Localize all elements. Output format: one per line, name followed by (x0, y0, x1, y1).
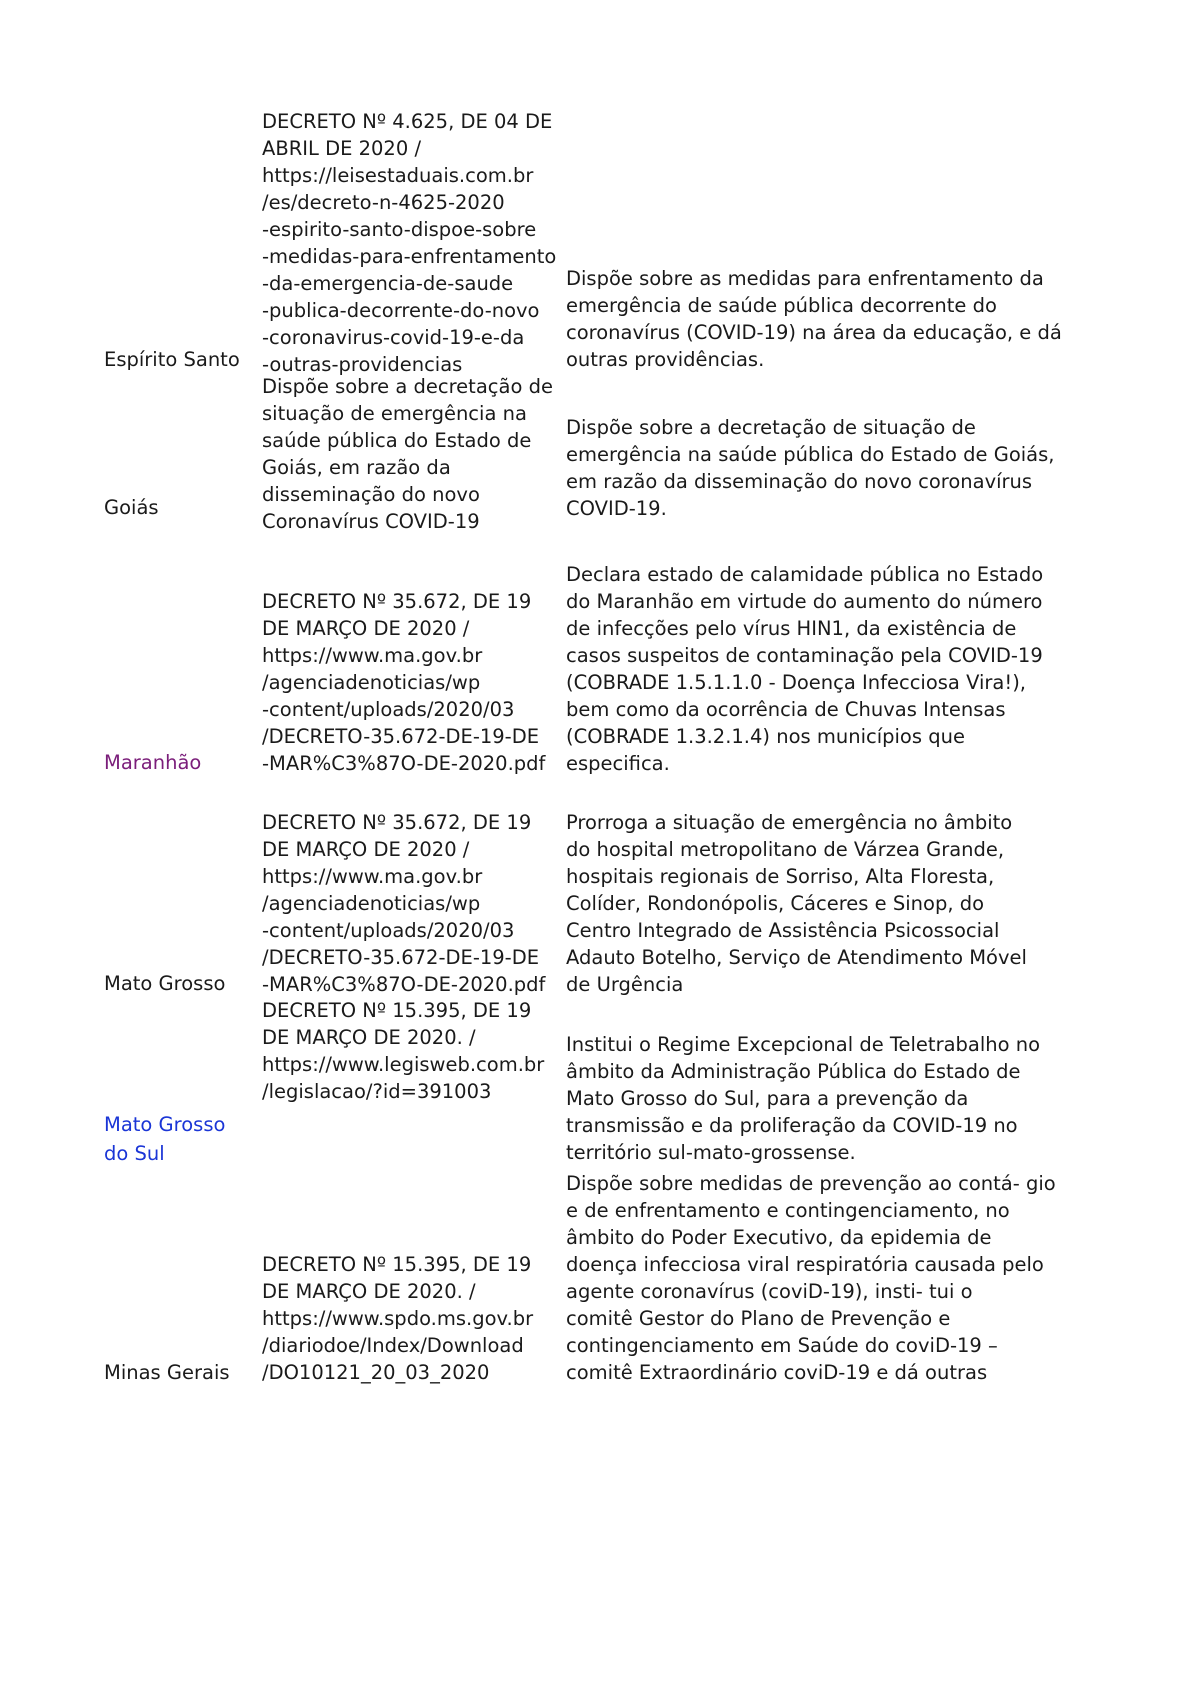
state-name: Minas Gerais (104, 1361, 230, 1384)
decree-description: Prorroga a situação de emergência no âmbito do hospital metropolitano de Várzea Grande, hospitais regionais de Sorriso, Alta Floresta, Colíder, Rondonópolis, Cáceres e Sinop, do Centro Integrado de Assistência Psicossocial Adauto Botelho, Serviço de Atendimento Móvel de Urgência (566, 811, 1027, 996)
decree-description: Dispõe sobre medidas de prevenção ao contá- gio e de enfrentamento e contingenciamento, no âmbito do Poder Executivo, da epidemia de doença infecciosa viral respiratória causada pelo agente coronavírus (coviD-19), insti- tui o comitê Gestor do Plano de Prevenção e contingenciamento em Saúde do coviD-19 – comitê Extraordinário coviD-19 e dá outras (566, 1172, 1056, 1384)
decree-reference: DECRETO Nº 15.395, DE 19 DE MARÇO DE 2020. / https://www.legisweb.com.br /legislacao/?id=391003 (262, 999, 545, 1103)
decree-reference: DECRETO Nº 15.395, DE 19 DE MARÇO DE 2020. / https://www.spdo.ms.gov.br /diariodoe/Index/Download /DO10121_20_03_2020 (262, 1253, 534, 1384)
decree-reference: Dispõe sobre a decretação de situação de emergência na saúde pública do Estado de Goiás, em razão da disseminação do novo Coronavírus COVID-19 (262, 375, 553, 533)
state-name: Goiás (104, 496, 159, 519)
decree-description: Dispõe sobre a decretação de situação de emergência na saúde pública do Estado de Goiás, em razão da disseminação do novo coronavírus COVID-19. (566, 416, 1055, 520)
state-link[interactable]: Mato Grosso do Sul (104, 1113, 226, 1165)
state-name: Mato Grosso (104, 972, 226, 995)
decree-description: Declara estado de calamidade pública no Estado do Maranhão em virtude do aumento do número de infecções pelo vírus HIN1, da existência de casos suspeitos de contaminação pela COVID-19 (COBRADE 1.5.1.1.0 - Doença Infecciosa Vira!), bem como da ocorrência de Chuvas Intensas (COBRADE 1.3.2.1.4) nos municípios que especifica. (566, 563, 1044, 775)
state-name: Espírito Santo (104, 348, 240, 371)
state-link[interactable]: Maranhão (104, 751, 202, 774)
decree-reference: DECRETO Nº 4.625, DE 04 DE ABRIL DE 2020 / https://leisestaduais.com.br /es/decreto-n-4625-2020 -espirito-santo-dispoe-sobre -medidas-para-enfrentamento -da-emergencia-de-saude -publica-decorrente-do-novo -coronavirus-covid-19-e-da -outras-providencias (262, 110, 557, 376)
decree-description: Institui o Regime Excepcional de Teletrabalho no âmbito da Administração Pública do Estado de Mato Grosso do Sul, para a prevenção da transmissão e da proliferação da COVID-19 no território sul-mato-grossense. (566, 1033, 1041, 1164)
decree-reference: DECRETO Nº 35.672, DE 19 DE MARÇO DE 2020 / https://www.ma.gov.br /agenciadenoticias/wp -content/uploads/2020/03 /DECRETO-35.672-DE-19-DE -MAR%C3%87O-DE-2020.pdf (262, 590, 546, 775)
decree-reference: DECRETO Nº 35.672, DE 19 DE MARÇO DE 2020 / https://www.ma.gov.br /agenciadenoticias/wp -content/uploads/2020/03 /DECRETO-35.672-DE-19-DE -MAR%C3%87O-DE-2020.pdf (262, 811, 546, 996)
decree-description: Dispõe sobre as medidas para enfrentamento da emergência de saúde pública decorrente do coronavírus (COVID-19) na área da educação, e dá outras providências. (566, 267, 1062, 371)
